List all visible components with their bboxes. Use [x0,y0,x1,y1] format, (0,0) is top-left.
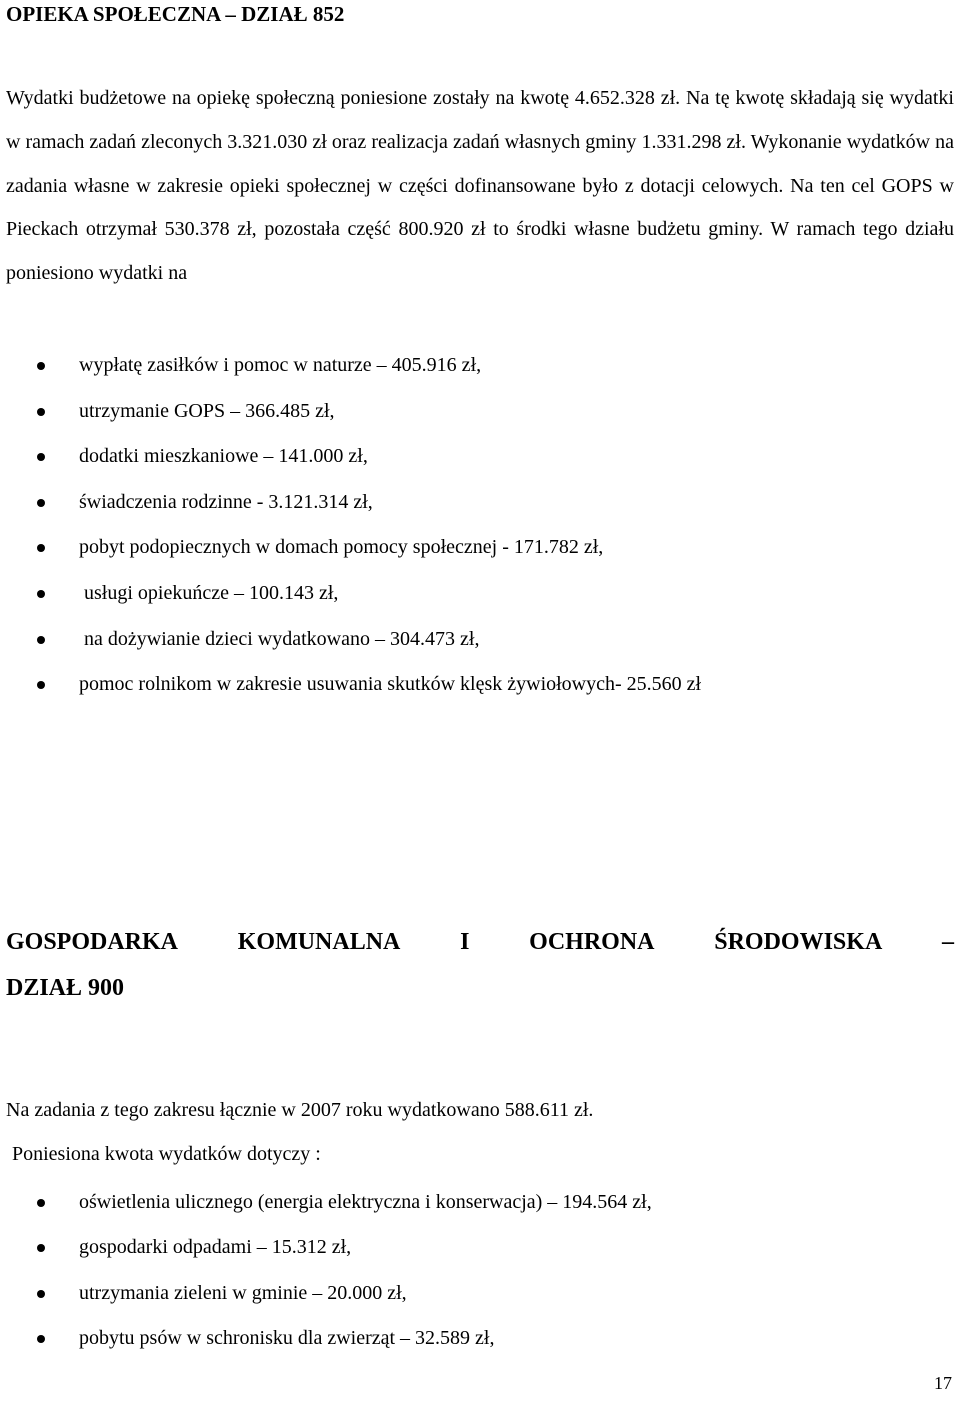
heading-word: – [942,929,954,955]
list-item [0,1225,652,1270]
list-item [0,1316,652,1361]
list-item-text: na dożywianie dzieci wydatkowano – 304.473 zł, [79,627,480,650]
list-item-text: oświetlenia ulicznego (energia elektryczna i konserwacja) – 194.564 zł, [79,1191,652,1213]
list-item-text: utrzymanie GOPS – 366.485 zł, [79,399,335,422]
social-care-paragraph: Wydatki budżetowe na opiekę społeczną poniesione zostały na kwotę 4.652.328 zł. Na tę kwotę składają się wydatki w ramach zadań zleconych 3.321.030 zł oraz realizacja zadań własnych gminy 1.331.298 zł. Wykonanie wydatków na zadania własne w zakresie opieki społecznej w części dofinansowane było z dotacji celowych. Na ten cel GOPS w Pieckach otrzymał 530.378 zł, pozostała część 800.920 zł to środki własne budżetu gminy. W ramach tego działu poniesiono wydatki na [6,87,954,285]
list-item [0,480,701,526]
bullet-icon [37,1335,45,1343]
list-item [0,662,701,708]
bullet-icon [37,1199,45,1207]
list-item [0,1271,652,1316]
heading-word: KOMUNALNA [237,929,401,955]
list-item-text: świadczenia rodzinne - 3.121.314 zł, [79,490,373,513]
list-item [0,1180,652,1225]
bullet-icon [37,408,45,416]
page-number: 17 [934,1373,952,1393]
list-item [0,525,701,571]
bullet-icon [37,1244,45,1252]
bullet-icon [37,362,45,370]
list-item-text: pobytu psów w schronisku dla zwierząt – 32.589 zł, [79,1326,495,1349]
list-item-text: pobyt podopiecznych w domach pomocy społecznej - 171.782 zł, [79,536,604,559]
heading-word: I [460,929,470,955]
social-care-expense-list [0,343,701,708]
bullet-icon [37,590,45,598]
list-item-text: pomoc rolnikom w zakresie usuwania skutków klęsk żywiołowych- 25.560 zł [79,673,702,696]
municipal-intro-line: Poniesiona kwota wydatków dotyczy : [12,1143,321,1165]
municipal-expense-list [0,1180,652,1361]
section-heading-division: DZIAŁ 900 [6,975,125,1001]
bullet-icon [37,453,45,461]
list-item-text: utrzymania zieleni w gminie – 20.000 zł, [79,1281,407,1304]
municipal-total-line: Na zadania z tego zakresu łącznie w 2007 roku wydatkowano 588.611 zł. [6,1099,594,1121]
list-item [0,389,701,435]
bullet-icon [37,544,45,552]
list-item-text: gospodarki odpadami – 15.312 zł, [79,1236,352,1259]
heading-word: OCHRONA [529,929,655,955]
list-item [0,343,701,389]
list-item [0,434,701,480]
list-item [0,571,701,617]
bullet-icon [37,499,45,507]
bullet-icon [37,636,45,644]
bullet-icon [37,1290,45,1298]
section-heading-social-care: OPIEKA SPOŁECZNA – DZIAŁ 852 [6,2,345,26]
list-item-text: usługi opiekuńcze – 100.143 zł, [79,581,339,604]
list-item [0,617,701,663]
list-item-text: wypłatę zasiłków i pomoc w naturze – 405.916 zł, [79,354,482,376]
heading-word: GOSPODARKA [6,929,179,955]
section-heading-municipal-economy [6,929,954,956]
bullet-icon [37,681,45,689]
list-item-text: dodatki mieszkaniowe – 141.000 zł, [79,445,368,468]
heading-word: ŚRODOWISKA [714,929,883,955]
